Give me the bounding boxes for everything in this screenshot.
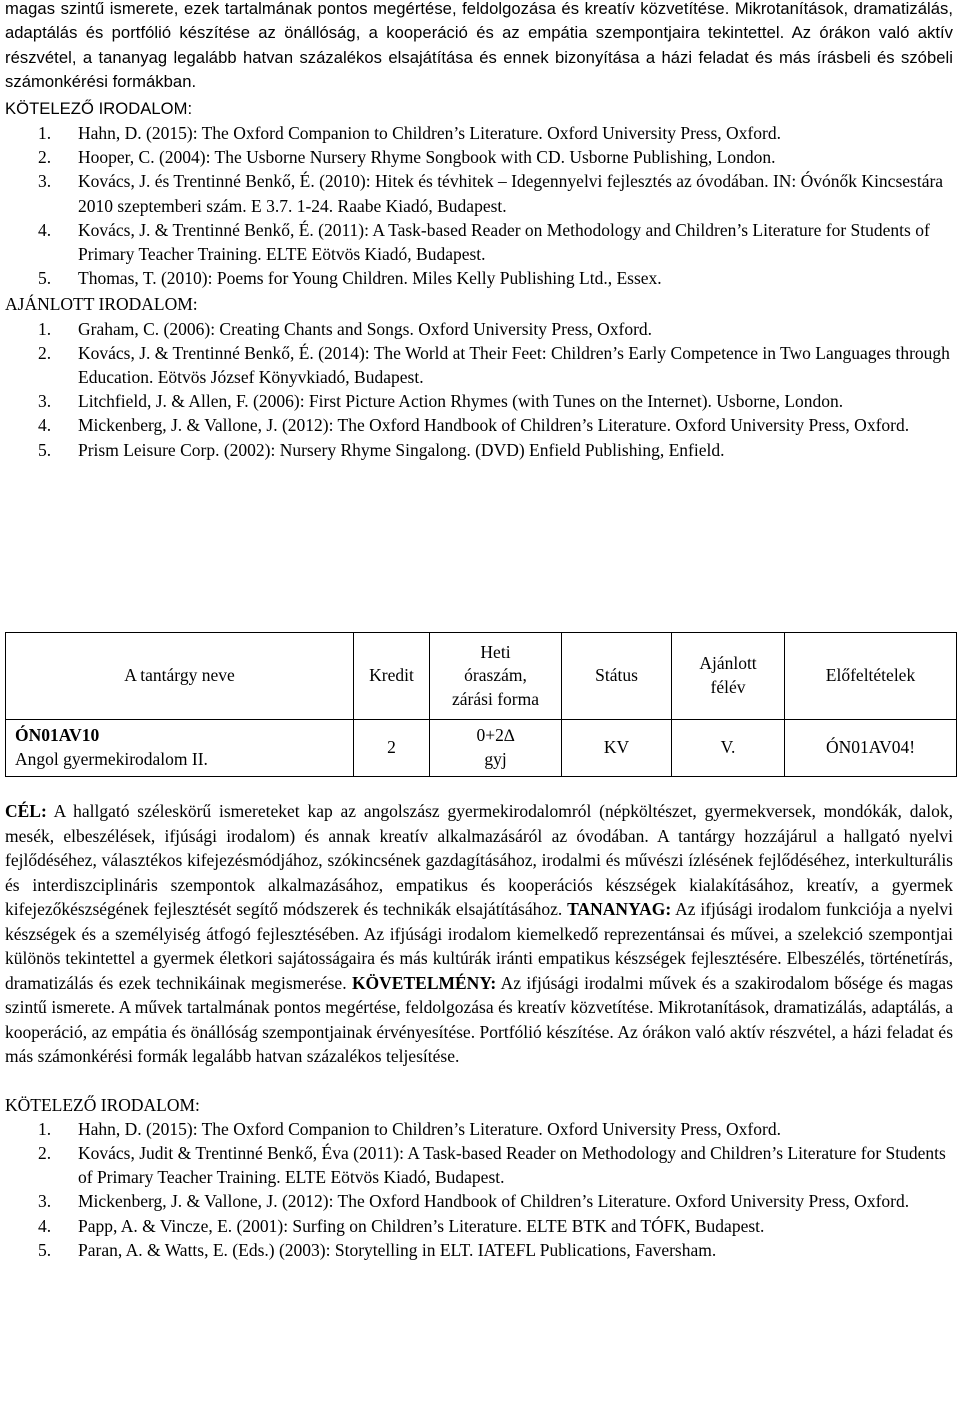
recommended-reading-list bbox=[5, 317, 953, 462]
header-course-name: A tantárgy neve bbox=[6, 633, 354, 720]
credit-cell: 2 bbox=[354, 720, 430, 777]
course-name: Angol gyermekirodalom II. bbox=[15, 749, 208, 769]
reference-text: Kovács, J. & Trentinné Benkő, É. (2011): A Task-based Reader on Methodology and Children’s Literature for Students of Primary Teacher Training. ELTE Eötvös Kiadó, Budapest. bbox=[78, 219, 930, 265]
document-page bbox=[5, 0, 953, 462]
content-label: TANANYAG: bbox=[567, 899, 672, 919]
hours-cell: 0+2∆ gyj bbox=[430, 720, 562, 777]
list-item: 1. Hahn, D. (2015): The Oxford Companion to Children’s Literature. Oxford University Press, Oxford. bbox=[38, 1118, 781, 1139]
content-text: Az ifjúsági irodalom funkciója a nyelvi készségek és a személyiség átfogó fejlesztésében. Az ifjúsági irodalom kiemelkedő reprezentánsai és művei, a szelekció szempontjai különös tekintettel a gyermek életkori sajátosságaira és más kultúrák iránti empatikus készségek fejlesztésére. Elbeszélés, történetírás, dramatizálás és ezek technikáinak megismerése. bbox=[5, 899, 954, 993]
required-reading-list bbox=[5, 121, 953, 290]
header-prerequisites: Előfeltételek bbox=[785, 633, 957, 720]
list-item: 4. Mickenberg, J. & Vallone, J. (2012): The Oxford Handbook of Children’s Literature. Oxford University Press, Oxford. bbox=[38, 415, 910, 436]
reference-text: Kovács, J. & Trentinné Benkő, É. (2014): The World at Their Feet: Children’s Early Competence in Two Languages through Education. Eötvös József Könyvkiadó, Budapest. bbox=[78, 342, 950, 388]
header-hours: Heti óraszám, zárási forma bbox=[430, 633, 562, 720]
course-code: ÓN01AV10 bbox=[15, 725, 100, 746]
reference-text: Graham, C. (2006): Creating Chants and Songs. Oxford University Press, Oxford. bbox=[78, 318, 653, 339]
reference-text: Kovács, J. és Trentinné Benkő, É. (2010): Hitek és tévhitek – Idegennyelvi fejlesztés az óvodában. IN: Óvónők Kincsestára 2010 szeptemberi szám. E 3.7. 1-24. Raabe Kiadó, Budapest. bbox=[78, 171, 944, 216]
table-header-row bbox=[6, 633, 957, 720]
list-item: 5. Paran, A. & Watts, E. (Eds.) (2003): Storytelling in ELT. IATEFL Publications, Faversham. bbox=[38, 1239, 717, 1260]
reference-text: Papp, A. & Vincze, E. (2001): Surfing on Children’s Literature. ELTE BTK and TÓFK, Budapest. bbox=[78, 1215, 765, 1236]
reference-text: Mickenberg, J. & Vallone, J. (2012): The Oxford Handbook of Children’s Literature. Oxford University Press, Oxford. bbox=[78, 1191, 910, 1212]
reference-text: Kovács, Judit & Trentinné Benkő, Éva (2011): A Task-based Reader on Methodology and Children’s Literature for Students of Primary Teacher Training. ELTE Eötvös Kiadó, Budapest. bbox=[78, 1142, 946, 1188]
list-item: 2. Kovács, Judit & Trentinné Benkő, Éva (2011): A Task-based Reader on Methodology and Children’s Literature for Students of Primary Teacher Training. ELTE Eötvös Kiadó, Budapest. bbox=[38, 1142, 946, 1188]
prerequisite-cell: ÓN01AV04! bbox=[785, 720, 957, 777]
reference-text: Mickenberg, J. & Vallone, J. (2012): The Oxford Handbook of Children’s Literature. Oxford University Press, Oxford. bbox=[78, 415, 910, 436]
semester-cell: V. bbox=[672, 720, 785, 777]
list-item: 5. Thomas, T. (2010): Poems for Young Children. Miles Kelly Publishing Ltd., Essex. bbox=[38, 268, 662, 289]
reference-text: Litchfield, J. & Allen, F. (2006): First Picture Action Rhymes (with Tunes on the Internet). Usborne, London. bbox=[78, 391, 844, 412]
required-reading-heading-2: KÖTELEZŐ IRODALOM: bbox=[5, 1094, 200, 1115]
reference-text: Hahn, D. (2015): The Oxford Companion to Children’s Literature. Oxford University Press, Oxford. bbox=[78, 1118, 781, 1139]
required-reading-list-2 bbox=[5, 1117, 953, 1262]
reference-text: Hooper, C. (2004): The Usborne Nursery Rhyme Songbook with CD. Usborne Publishing, London. bbox=[78, 147, 776, 168]
reference-text: Paran, A. & Watts, E. (Eds.) (2003): Storytelling in ELT. IATEFL Publications, Faversham. bbox=[78, 1239, 717, 1260]
description-paragraph bbox=[5, 799, 953, 1069]
intro-text-1: magas szintű ismerete, ezek tartalmának pontos megértése, feldolgozása és kreatív közvetítése. Mikrotanítások, dramatizálás, adaptálás és portfólió készítése az önállóság, a kooperáció és az empátia szempontjaira tekintettel. bbox=[5, 0, 953, 43]
reference-text: Hahn, D. (2015): The Oxford Companion to Children’s Literature. Oxford University Press, Oxford. bbox=[78, 123, 781, 144]
list-item: 4. Papp, A. & Vincze, E. (2001): Surfing on Children’s Literature. ELTE BTK and TÓFK, Budapest. bbox=[38, 1215, 765, 1236]
requirements-text: Az ifjúsági irodalmi művek és a szakirodalom bősége és magas szintű ismerete. A művek tartalmának pontos megértése, feldolgozása és kreatív közvetítése. Mikrotanítások, dramatizálás, adaptálás, a kooperáció, az empátia és önállóság szempontjainak érvényesítése. Portfólió készítése. Az órákon való aktív részvétel, a házi feladat és más számonkérési formák legalább hatvan százalékos teljesítése. bbox=[5, 972, 954, 1066]
course-name-cell bbox=[6, 720, 354, 777]
recommended-reading-heading: AJÁNLOTT IRODALOM: bbox=[5, 294, 198, 315]
intro-paragraph bbox=[5, 0, 953, 95]
intro-text-2: Az órákon való aktív részvétel, a tananyag legalább hatvan százalékos elsajátítása és ennek bizonyítása a házi feladat és más írásbeli és szóbeli számonkérési formákban. bbox=[5, 23, 954, 92]
list-item: 5. Prism Leisure Corp. (2002): Nursery Rhyme Singalong. (DVD) Enfield Publishing, Enfield. bbox=[38, 439, 725, 460]
list-item: 3. Kovács, J. és Trentinné Benkő, É. (2010): Hitek és tévhitek – Idegennyelvi fejlesztés az óvodában. IN: Óvónők Kincsestára 2010 szeptemberi szám. E 3.7. 1-24. Raabe Kiadó, Budapest. bbox=[38, 171, 944, 216]
requirements-label: KÖVETELMÉNY: bbox=[351, 972, 497, 993]
list-item: 3. Mickenberg, J. & Vallone, J. (2012): The Oxford Handbook of Children’s Literature. Oxford University Press, Oxford. bbox=[38, 1191, 910, 1212]
status-cell: KV bbox=[562, 720, 672, 777]
list-item: 1. Hahn, D. (2015): The Oxford Companion to Children’s Literature. Oxford University Press, Oxford. bbox=[38, 123, 781, 144]
list-item: 4. Kovács, J. & Trentinné Benkő, É. (2011): A Task-based Reader on Methodology and Children’s Literature for Students of Primary Teacher Training. ELTE Eötvös Kiadó, Budapest. bbox=[38, 219, 930, 265]
list-item: 2. Kovács, J. & Trentinné Benkő, É. (2014): The World at Their Feet: Children’s Early Competence in Two Languages through Education. Eötvös József Könyvkiadó, Budapest. bbox=[38, 342, 950, 388]
course-description bbox=[5, 799, 953, 1262]
header-status: Státus bbox=[562, 633, 672, 720]
table-row bbox=[6, 720, 957, 777]
goal-label: CÉL: bbox=[5, 801, 47, 821]
list-item: 1. Graham, C. (2006): Creating Chants and Songs. Oxford University Press, Oxford. bbox=[38, 318, 653, 339]
list-item: 3. Litchfield, J. & Allen, F. (2006): First Picture Action Rhymes (with Tunes on the Internet). Usborne, London. bbox=[38, 391, 844, 412]
course-info-table bbox=[5, 632, 957, 777]
goal-text: A hallgató széleskörű ismereteket kap az angolszász gyermekirodalomról (népköltészet, gyermekversek, mondókák, dalok, mesék, elbeszélések, ifjúsági irodalom) és annak kreatív alkalmazásáról az óvodában. A tantárgy hozzájárul a hallgató nyelvi fejlődéséhez, választékos kifejezésmódjához, szókincsének gazdagításához, irodalmi és művészi ízlésének fejlődéséhez, interkulturális és interdiszciplináris szempontok alkalmazásához, empatikus és kooperációs készségek kialakításához, kreatív, a gyermek kifejezőkészségének fejlesztését segítő módszerek és technikák elsajátításához. bbox=[5, 801, 953, 919]
reference-text: Thomas, T. (2010): Poems for Young Children. Miles Kelly Publishing Ltd., Essex. bbox=[78, 268, 662, 289]
header-semester: Ajánlott félév bbox=[672, 633, 785, 720]
list-item: 2. Hooper, C. (2004): The Usborne Nursery Rhyme Songbook with CD. Usborne Publishing, London. bbox=[38, 147, 776, 168]
header-credit: Kredit bbox=[354, 633, 430, 720]
reference-text: Prism Leisure Corp. (2002): Nursery Rhyme Singalong. (DVD) Enfield Publishing, Enfield. bbox=[78, 439, 725, 460]
required-reading-heading: KÖTELEZŐ IRODALOM: bbox=[5, 98, 193, 118]
